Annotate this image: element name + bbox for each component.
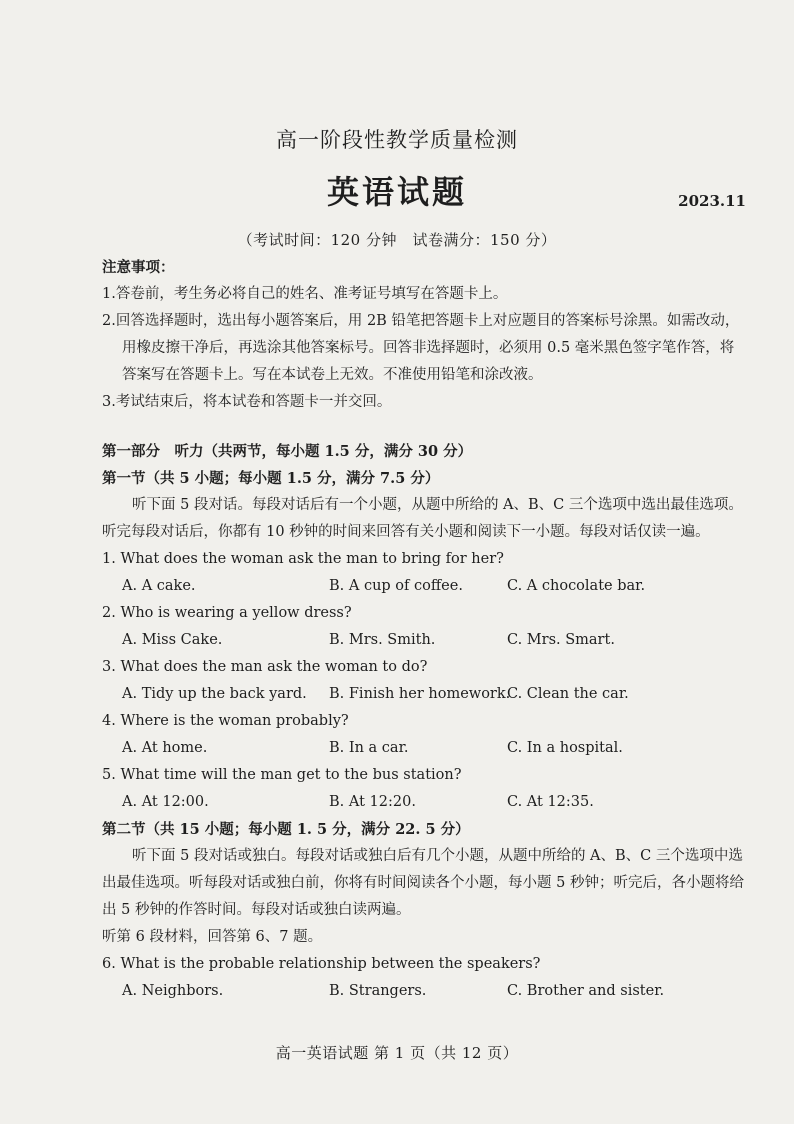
option-row	[102, 735, 748, 762]
question-text: 6. What is the probable relationship between the speakers?	[102, 956, 541, 972]
question-text: 3. What does the man ask the woman to do?	[102, 659, 428, 675]
section2-instructions: 听下面 5 段对话或独白。每段对话或独白后有几个小题，从题中所给的 A、B、C 三个选项中选出最佳选项。听每段对话或独白前，你将有时间阅读各个小题，每小题 5 秒钟；听完后，各小题将给出 5 秒钟的作答时间。每段对话或独白读两遍。	[102, 848, 744, 918]
spacer	[102, 416, 748, 438]
option-row	[102, 789, 748, 816]
option-a: A. Neighbors.	[122, 983, 224, 999]
option-b: B. A cup of coffee.	[329, 578, 463, 594]
notice-heading: 注意事项：	[102, 259, 175, 276]
question-text: 2. Who is wearing a yellow dress?	[102, 605, 352, 621]
section2-heading: 第二节（共 15 小题；每小题 1. 5 分，满分 22. 5 分）	[102, 821, 470, 838]
notice-item: 3.考试结束后，将本试卷和答题卡一并交回。	[102, 394, 392, 410]
question-text: 5. What time will the man get to the bus station?	[102, 767, 462, 783]
page-footer: 高一英语试题 第 1 页（共 12 页）	[275, 1044, 519, 1062]
question-text: 4. Where is the woman probably?	[102, 713, 349, 729]
option-c: C. Brother and sister.	[507, 983, 665, 999]
option-row	[102, 978, 748, 1005]
option-a: A. A cake.	[122, 578, 196, 594]
option-b: B. Mrs. Smith.	[329, 632, 436, 648]
exam-title: 英语试题	[326, 173, 467, 211]
option-row	[102, 681, 748, 708]
notice-item: 2.回答选择题时，选出每小题答案后，用 2B 铅笔把答题卡上对应题目的答案标号涂黑。如需改动，用橡皮擦干净后，再选涂其他答案标号。回答非选择题时，必须用 0.5 毫米黑色签字笔作答，将答案写在答题卡上。写在本试卷上无效。不准使用铅笔和涂改液。	[102, 313, 740, 383]
section1-heading: 第一节（共 5 小题；每小题 1.5 分，满分 7.5 分）	[102, 470, 440, 487]
option-a: A. Tidy up the back yard.	[122, 686, 307, 702]
exam-date: 2023.11	[678, 192, 746, 210]
part1-heading: 第一部分 听力（共两节，每小题 1.5 分，满分 30 分）	[102, 443, 473, 460]
option-b: B. Strangers.	[329, 983, 427, 999]
option-c: C. A chocolate bar.	[507, 578, 646, 594]
option-c: C. In a hospital.	[507, 740, 623, 756]
option-c: C. Clean the car.	[507, 686, 629, 702]
option-c: C. Mrs. Smart.	[507, 632, 615, 648]
option-c: C. At 12:35.	[507, 794, 594, 810]
material-note: 听第 6 段材料，回答第 6、7 题。	[102, 929, 323, 945]
option-row	[102, 627, 748, 654]
exam-content	[102, 254, 748, 1005]
question-text: 1. What does the woman ask the man to bring for her?	[102, 551, 504, 567]
notice-item: 1.答卷前，考生务必将自己的姓名、准考证号填写在答题卡上。	[102, 286, 508, 302]
option-b: B. In a car.	[329, 740, 409, 756]
exam-info: （考试时间：120 分钟 试卷满分：150 分）	[237, 231, 557, 249]
option-b: B. Finish her homework.	[329, 686, 511, 702]
school-title: 高一阶段性教学质量检测	[276, 128, 518, 152]
option-a: A. At home.	[122, 740, 208, 756]
option-row	[102, 573, 748, 600]
section1-instructions: 听下面 5 段对话。每段对话后有一个小题，从题中所给的 A、B、C 三个选项中选出最佳选项。听完每段对话后，你都有 10 秒钟的时间来回答有关小题和阅读下一小题。每段对话仅读一遍。	[102, 497, 743, 540]
option-b: B. At 12:20.	[329, 794, 416, 810]
option-a: A. At 12:00.	[122, 794, 209, 810]
option-a: A. Miss Cake.	[122, 632, 223, 648]
